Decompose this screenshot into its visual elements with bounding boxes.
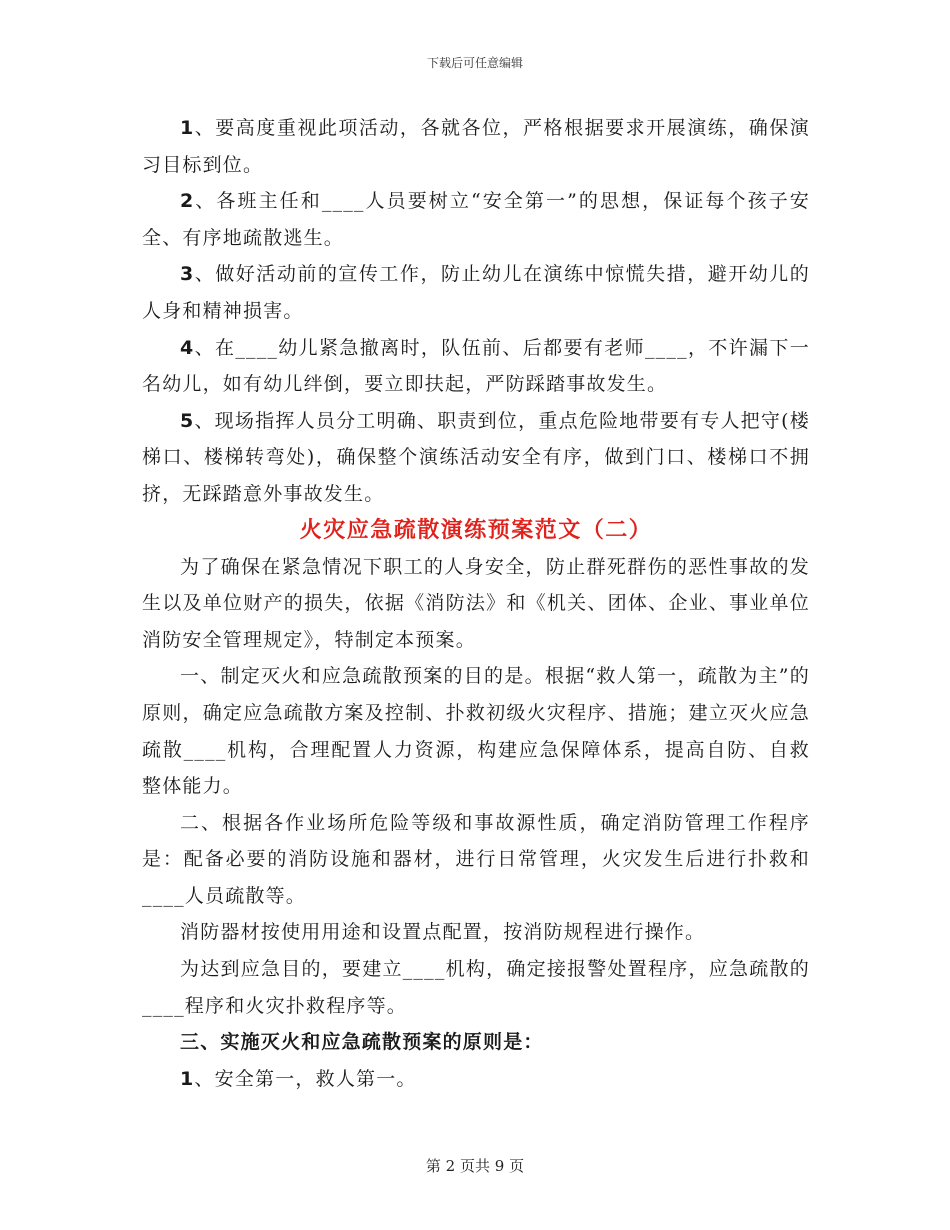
paragraph-principles-heading: 三、实施灭火和应急疏散预案的原则是： (180, 1031, 544, 1054)
list-item (142, 110, 810, 183)
list-item-text: 、要高度重视此项活动，各就各位，严格根据要求开展演练，确保演习目标到位。 (142, 117, 810, 176)
section-title: 火灾应急疏散演练预案范文（二） (299, 517, 653, 543)
paragraph-procedure: 二、根据各作业场所危险等级和事故源性质，确定消防管理工作程序是：配备必要的消防设施和器材，进行日常管理，火灾发生后进行扑救和____人员疏散等。 (142, 811, 810, 907)
list-item-number: 3 (180, 263, 195, 286)
list-item-number: 2 (180, 190, 195, 213)
page-header: 下载后可任意编辑 (426, 56, 523, 70)
list-item-number: 1 (180, 1067, 195, 1090)
paragraph-purpose: 一、制定灭火和应急疏散预案的目的是。根据“救人第一，疏散为主”的原则，确定应急疏散方案及控制、扑救初级火灾程序、措施；建立灭火应急疏散____机构，合理配置人力资源，构建应急保障体系，提高自防、自救整体能力。 (142, 665, 810, 798)
list-item-text: 、在____幼儿紧急撤离时，队伍前、后都要有老师____，不许漏下一名幼儿，如有幼儿绊倒，要立即扶起，严防踩踏事故发生。 (142, 336, 810, 396)
document-body (142, 110, 810, 1097)
list-item (142, 256, 810, 329)
list-item (142, 1061, 810, 1098)
list-item-number: 5 (180, 409, 195, 432)
paragraph-organization: 为达到应急目的，要建立____机构，确定接报警处置程序，应急疏散的____程序和火灾扑救程序等。 (142, 958, 810, 1017)
list-item-number: 1 (180, 117, 195, 139)
list-item-text: 、安全第一，救人第一。 (194, 1067, 417, 1090)
list-item (142, 330, 810, 403)
intro-paragraph: 为了确保在紧急情况下职工的人身安全，防止群死群伤的恶性事故的发生以及单位财产的损失，依据《消防法》和《机关、团体、企业、事业单位消防安全管理规定》，特制定本预案。 (142, 555, 810, 651)
list-item (142, 403, 810, 513)
list-item-text: 、各班主任和____人员要树立“安全第一”的思想，保证每个孩子安全、有序地疏散逃生。 (142, 190, 810, 249)
list-item-number: 4 (180, 336, 195, 359)
list-item-text: 、现场指挥人员分工明确、职责到位，重点危险地带要有专人把守(楼梯口、楼梯转弯处)，确保整个演练活动安全有序，做到门口、楼梯口不拥挤，无踩踏意外事故发生。 (142, 409, 810, 505)
list-item (142, 183, 810, 256)
page-footer: 第 2 页共 9 页 (425, 1157, 525, 1175)
paragraph-equipment: 消防器材按使用用途和设置点配置，按消防规程进行操作。 (180, 921, 706, 944)
list-item-text: 、做好活动前的宣传工作，防止幼儿在演练中惊慌失措，避开幼儿的人身和精神损害。 (142, 263, 810, 322)
